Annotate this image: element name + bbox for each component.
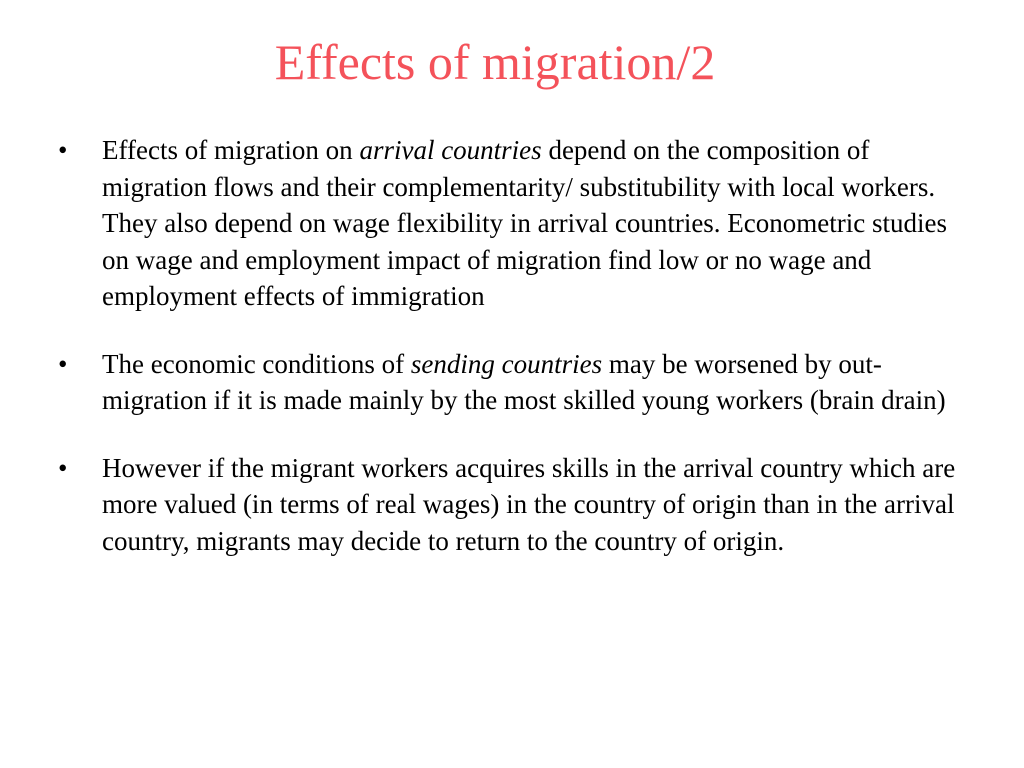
- bullet-emphasis: sending countries: [410, 348, 603, 379]
- bullet-item-return-migration: [58, 450, 968, 560]
- bullet-item-arrival-countries: [58, 132, 968, 315]
- bullet-text-before: Effects of migration on: [102, 135, 360, 165]
- bullet-item-sending-countries: [58, 346, 968, 419]
- bullet-icon: •: [58, 452, 68, 483]
- bullet-text-after: may be worsened by out-migration if it is made mainly by the most skilled young workers (brain drain): [102, 348, 946, 415]
- slide-title: Effects of migration/2: [274, 34, 716, 90]
- bullet-list: [58, 132, 968, 559]
- bullet-icon: •: [58, 348, 68, 379]
- bullet-emphasis: arrival countries: [359, 135, 542, 165]
- bullet-text-before: The economic conditions of: [102, 348, 411, 379]
- bullet-text-after: depend on the composition of migration flows and their complementarity/ substitubility with local workers. They also depend on wage flexibility in arrival countries. Econometric studies on wage and employment impact of migration find low or no wage and employment effects of immigration: [102, 135, 948, 311]
- bullet-text: However if the migrant workers acquires skills in the arrival country which are more valued (in terms of real wages) in the country of origin than in the arrival country, migrants may decide to return to the country of origin.: [102, 452, 956, 556]
- bullet-icon: •: [58, 135, 68, 165]
